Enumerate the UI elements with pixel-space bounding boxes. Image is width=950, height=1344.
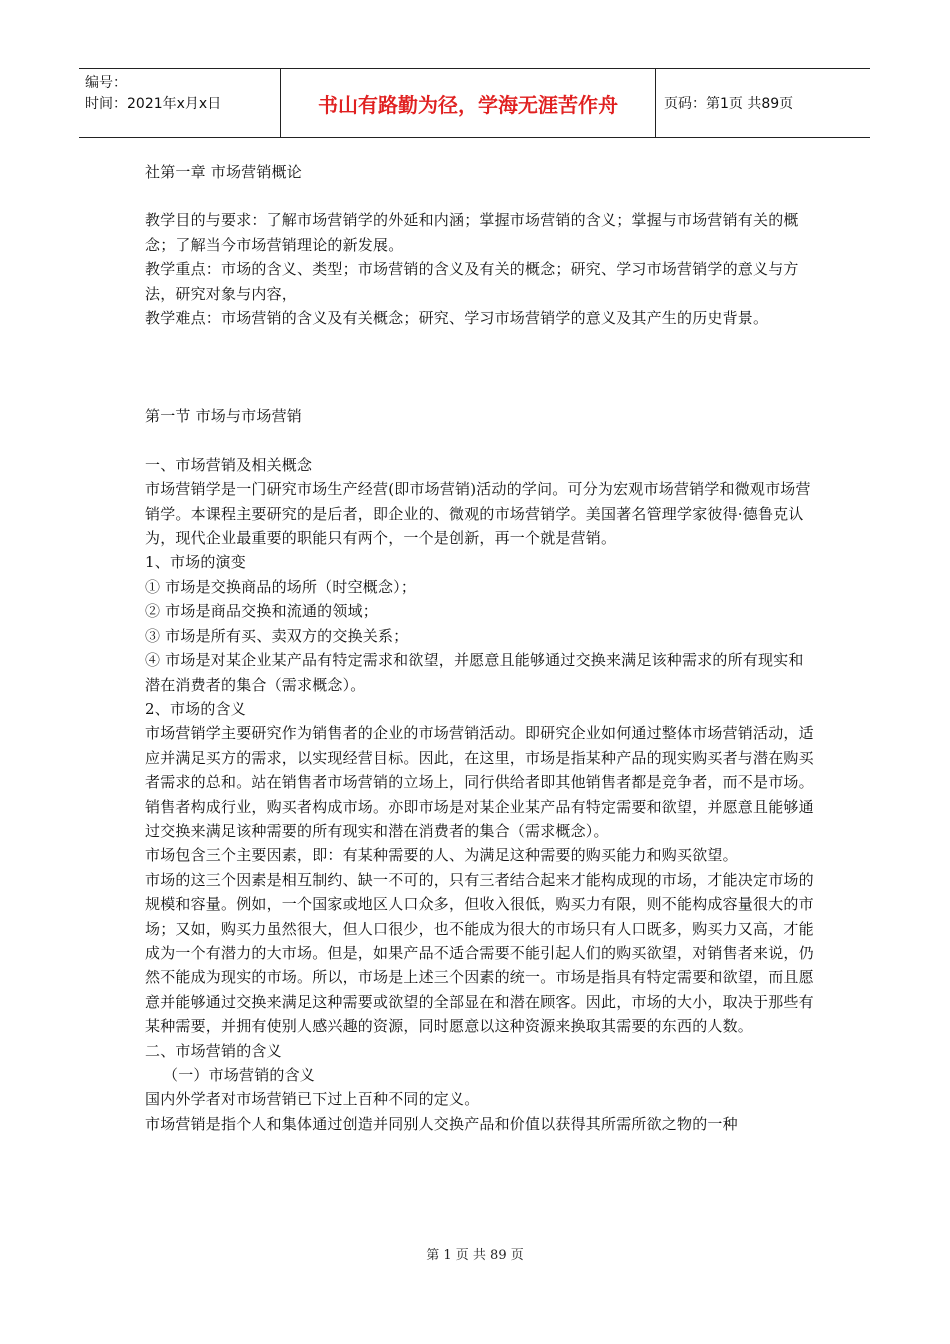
- body-paragraph: 二、市场营销的含义: [145, 1041, 282, 1060]
- body-paragraph: 1、市场的演变: [145, 553, 246, 572]
- document-header: [79, 68, 870, 138]
- body-paragraph: 市场的这三个因素是相互制约、缺一不可的，只有三者结合起来才能构成现的市场，才能决定市场的规模和容量。例如，一个国家或地区人口众多，但收入很低，购买力有限，则不能构成容量很大的市场；又如，购买力虽然很大，但人口很少，也不能成为很大的市场只有人口既多，购买力又高，才能成为一个有潜力的大市场。但是，如果产品不适合需要不能引起人们的购买欲望，对销售者来说，仍然不能成为现实的市场。所以，市场是上述三个因素的统一。市场是指具有特定需要和欲望，而且愿意并能够通过交换来满足这种需要或欲望的全部显在和潜在顾客。因此，市场的大小，取决于那些有某种需要，并拥有使别人感兴趣的资源，同时愿意以这种资源来换取其需要的东西的人数。: [145, 870, 814, 1036]
- body-paragraph: ② 市场是商品交换和流通的领域；: [145, 602, 378, 621]
- body-paragraph: 市场营销是指个人和集体通过创造并同别人交换产品和价值以获得其所需所欲之物的一种: [145, 1114, 738, 1133]
- body-paragraph: 2、市场的含义: [145, 699, 246, 718]
- objective-paragraph: 教学目的与要求：了解市场营销学的外延和内涵；掌握市场营销的含义；掌握与市场营销有关的概念；了解当今市场营销理论的新发展。: [145, 211, 799, 254]
- body-paragraph: 市场营销学主要研究作为销售者的企业的市场营销活动。即研究企业如何通过整体市场营销活动，适应并满足买方的需求，以实现经营目标。因此，在这里，市场是指某种产品的现实购买者与潜在购买者需求的总和。站在销售者市场营销的立场上，同行供给者即其他销售者都是竞争者，而不是市场。销售者构成行业，购买者构成市场。亦即市场是对某企业某产品有特定需要和欲望，并愿意且能够通过交换来满足该种需要的所有现实和潜在消费者的集合（需求概念）。: [145, 724, 814, 840]
- body-paragraph: 市场包含三个主要因素，即：有某种需要的人、为满足这种需要的购买能力和购买欲望。: [145, 846, 738, 865]
- body-paragraph: 国内外学者对市场营销已下过上百种不同的定义。: [145, 1090, 480, 1109]
- objective-paragraph: 教学难点：市场营销的含义及有关概念；研究、学习市场营销学的意义及其产生的历史背景。: [145, 309, 769, 328]
- date-label: 时间：2021年x月x日: [85, 96, 222, 112]
- body-paragraph: ① 市场是交换商品的场所（时空概念）；: [145, 577, 417, 596]
- body-paragraph: ③ 市场是所有买、卖双方的交换关系；: [145, 626, 409, 645]
- body-paragraph: ④ 市场是对某企业某产品有特定需求和欲望，并愿意且能够通过交换来满足该种需求的所有现实和潜在消费者的集合（需求概念）。: [145, 651, 804, 694]
- serial-label: 编号：: [85, 75, 127, 91]
- header-page-info: 页码：第1页 共89页: [664, 96, 794, 112]
- chapter-title: 社第一章 市场营销概论: [145, 163, 302, 181]
- page-footer: 第 1 页 共 89 页: [426, 1248, 524, 1263]
- section-title: 第一节 市场与市场营销: [145, 407, 302, 426]
- body-paragraph: 市场营销学是一门研究市场生产经营(即市场营销)活动的学问。可分为宏观市场营销学和微观市场营销学。本课程主要研究的是后者，即企业的、微观的市场营销学。美国著名管理学家彼得·德鲁克认为，现代企业最重要的职能只有两个，一个是创新，再一个就是营销。: [145, 480, 811, 548]
- objective-paragraph: 教学重点：市场的含义、类型；市场营销的含义及有关的概念；研究、学习市场营销学的意义与方法，研究对象与内容，: [145, 260, 799, 303]
- header-meta: [79, 69, 281, 137]
- sub-heading: （一）市场营销的含义: [163, 1066, 316, 1084]
- body-paragraph: 一、市场营销及相关概念: [145, 455, 313, 474]
- document-body: [145, 160, 815, 1136]
- header-motto: 书山有路勤为径，学海无涯苦作舟: [281, 69, 656, 137]
